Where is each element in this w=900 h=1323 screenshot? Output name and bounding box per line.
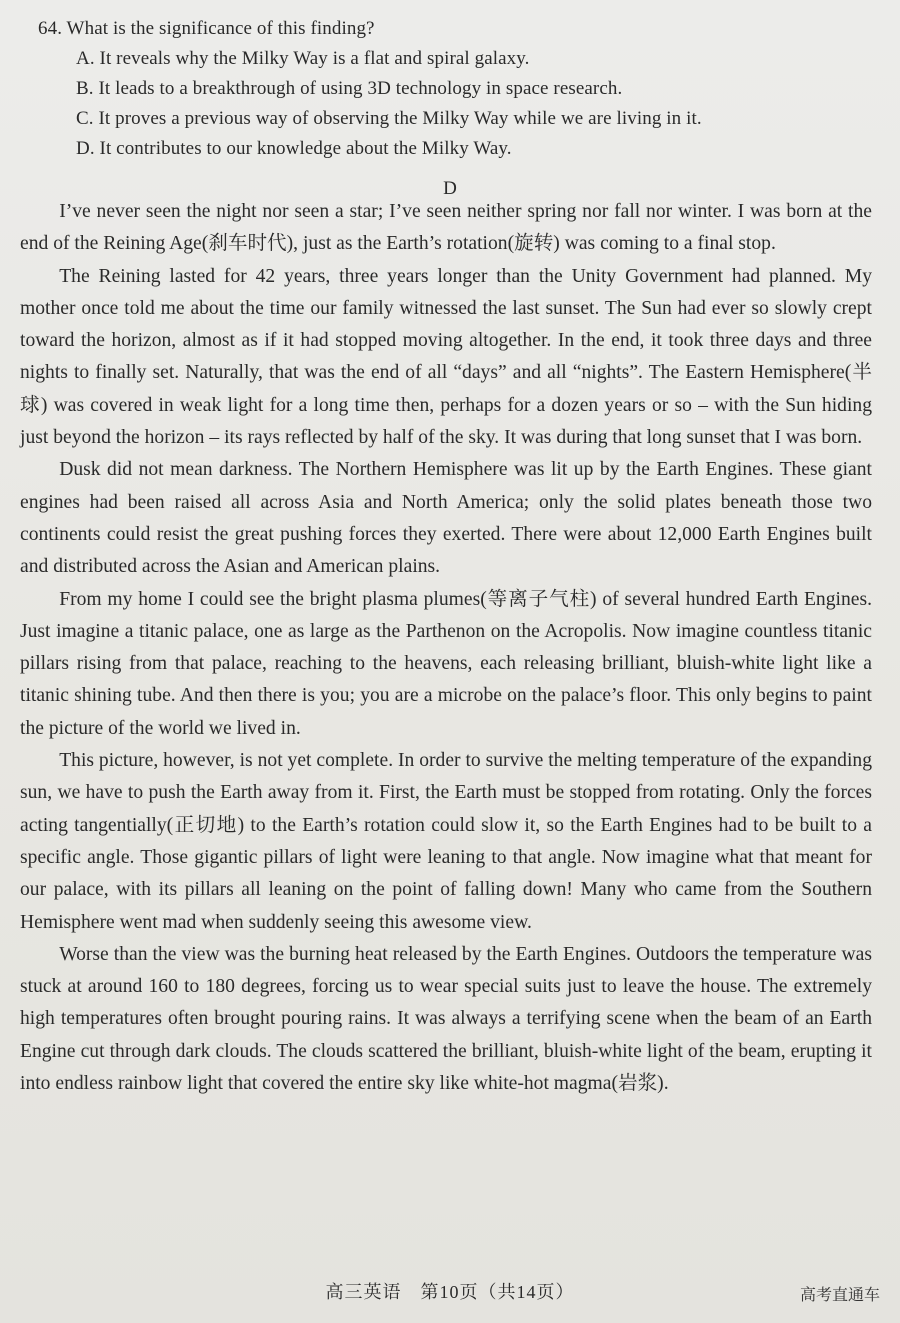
paragraph-1: I’ve never seen the night nor seen a star; I’ve seen neither spring nor fall nor winter. I was born at the end of the Reining Age(刹车时代), just as the Earth’s rotation(旋转) was coming to a final stop.	[20, 201, 872, 255]
reading-passage	[20, 196, 872, 1100]
paragraph-4: From my home I could see the bright plasma plumes(等离子气柱) of several hundred Earth Engines. Just imagine a titanic palace, one as large as the Parthenon on the Acropolis. Now imagine countless titanic pillars rising from that palace, reaching to the heavens, each releasing brilliant, bluish-white light like a titanic shining tube. And then there is you; you are a microbe on the palace’s floor. This only begins to paint the picture of the world we lived in.	[20, 588, 872, 739]
paragraph-6: Worse than the view was the burning heat released by the Earth Engines. Outdoors the temperature was stuck at around 160 to 180 degrees, forcing us to wear special suits just to leave the house. The extremely high temperatures often brought pouring rains. It was always a terrifying scene when the beam of an Earth Engine cut through dark clouds. The clouds scattered the brilliant, bluish-white light of the beam, erupting it into endless rainbow light that covered the entire sky like white-hot magma(岩浆).	[20, 943, 872, 1095]
option-d: D. It contributes to our knowledge about the Milky Way.	[76, 138, 512, 159]
paragraph-3: Dusk did not mean darkness. The Northern Hemisphere was lit up by the Earth Engines. These giant engines had been raised all across Asia and North America; only the solid plates beneath those two continents could resist the great pushing forces they exerted. There were about 12,000 Earth Engines built and distributed across the Asian and American plains.	[20, 459, 872, 578]
option-c: C. It proves a previous way of observing the Milky Way while we are living in it.	[76, 108, 702, 129]
section-heading: D	[443, 178, 457, 199]
option-a: A. It reveals why the Milky Way is a flat and spiral galaxy.	[76, 48, 530, 69]
option-b: B. It leads to a breakthrough of using 3D technology in space research.	[76, 78, 623, 99]
answer-options	[38, 44, 858, 164]
question-64	[38, 14, 858, 164]
watermark-text: 高考直通车	[799, 1285, 880, 1304]
paragraph-5: This picture, however, is not yet complete. In order to survive the melting temperature of the expanding sun, we have to push the Earth away from it. First, the Earth must be stopped from rotating. Only the forces acting tangentially(正切地) to the Earth’s rotation could slow it, so the Earth Engines had to be built to a specific angle. Those gigantic pillars of light were leaning to that angle. Now imagine what that meant for our palace, with its pillars all leaning on the point of falling down! Many who came from the Southern Hemisphere went mad when suddenly seeing this awesome view.	[20, 750, 872, 933]
question-stem: 64. What is the significance of this finding?	[38, 18, 375, 39]
paragraph-2: The Reining lasted for 42 years, three years longer than the Unity Government had planned. My mother once told me about the time our family witnessed the last sunset. The Sun had ever so slowly crept toward the horizon, almost as if it had stopped moving altogether. In the end, it took three days and three nights to finally set. Naturally, that was the end of all “days” and all “nights”. The Eastern Hemisphere(半球) was covered in weak light for a long time then, perhaps for a dozen years or so – with the Sun hiding just beyond the horizon – its rays reflected by half of the sky. It was during that long sunset that I was born.	[20, 265, 872, 449]
page-footer: 高三英语 第10页（共14页）	[325, 1282, 575, 1302]
